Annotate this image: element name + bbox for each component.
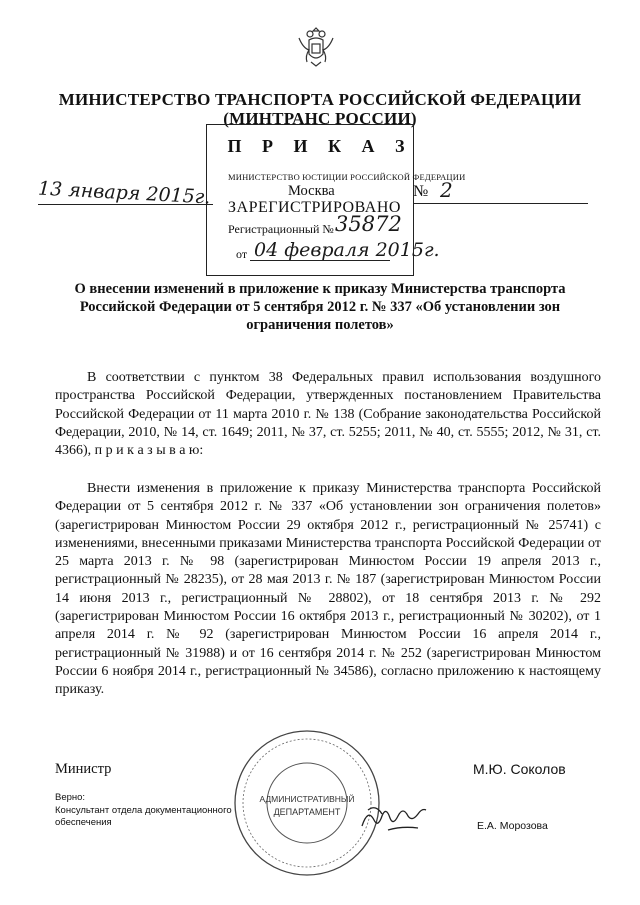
consultant-name: Е.А. Морозова [477,820,548,832]
order-date: 13 января 2015г. [37,177,211,209]
ministry-name: МИНИСТЕРСТВО ТРАНСПОРТА РОССИЙСКОЙ ФЕДЕРАЦИИ [58,90,582,109]
order-number-underline [413,203,588,204]
order-number-label: № [413,183,429,200]
ministry-abbrev: (МИНТРАНС РОССИИ) [223,109,417,128]
minister-label: Министр [55,761,112,777]
order-paragraph: Внести изменения в приложение к приказу Министерства транспорта Российской Федерации от 5 сентября 2012 г. № 337 «Об установлении зон ограничения полетов» (зарегистрирован Минюстом России 29 октября 2012 г., регистрационный № 25741) с изменениями, внесенными приказами Министерства транспорта Российской Федерации от 25 марта 2013 г. № 98 (зарегистрирован Минюстом России 19 апреля 2013 г., регистрационный № 28235), от 28 мая 2013 г. № 187 (зарегистрирован Минюстом России 14 июня 2013 г., регистрационный № 28802), от 18 сентября 2013 г. № 292 (зарегистрирован Минюстом России 16 октября 2013 г., регистрационный № 30202), от 1 апреля 2014 г. № 92 (зарегистрирован Минюстом России 16 апреля 2014 г., регистрационный № 31988) и от 16 сентября 2014 г. № 252 (зарегистрирован Минюстом России 6 ноября 2014 г., регистрационный № 34586), согласно приложению к настоящему приказу. [55,481,601,698]
coat-of-arms-icon [293,22,339,70]
order-title: О внесении изменений в приложение к приказу Министерства транспорта Российской Федерации от 5 сентября 2012 г. № 337 «Об установлении зон ограничения полетов» [74,281,566,333]
verno-label: Верно: [55,792,86,803]
registration-number-label: Регистрационный № [228,222,334,236]
seal-text-top: АДМИНИСТРАТИВНЫЙ [259,794,355,804]
registration-date-label: от [236,247,248,261]
signature-icon [358,796,438,836]
registration-date: 04 февраля 2015г. [254,239,440,261]
preamble-paragraph: В соответствии с пунктом 38 Федеральных правил использования воздушного пространства Российской Федерации, утвержденных постановлением Правительства Российской Федерации от 11 марта 2010 г. № 138 (Собрание законодательства Российской Федерации, 2010, № 14, ст. 1649; 2011, № 37, ст. 5255; 2011, № 40, ст. 5555; 2012, № 31, ст. 4366), п р и к а з ы в а ю: [55,370,601,459]
date-underline [38,204,213,205]
registration-date-underline [250,260,390,261]
registration-number: 35872 [335,212,402,236]
seal-text-bottom: ДЕПАРТАМЕНТ [273,807,341,817]
consultant-title-line1: Консультант отдела документационного [55,805,232,816]
minister-name: М.Ю. Соколов [473,761,566,777]
justice-ministry-stamp-line: МИНИСТЕРСТВО ЮСТИЦИИ РОССИЙСКОЙ ФЕДЕРАЦИИ [228,172,466,182]
stamp-city: Москва [288,183,335,199]
document-type-title: П Р И К А З [227,136,413,156]
registered-label: ЗАРЕГИСТРИРОВАНО [228,199,401,216]
order-number: 2 [440,178,453,202]
consultant-title-line2: обеспечения [55,817,112,828]
